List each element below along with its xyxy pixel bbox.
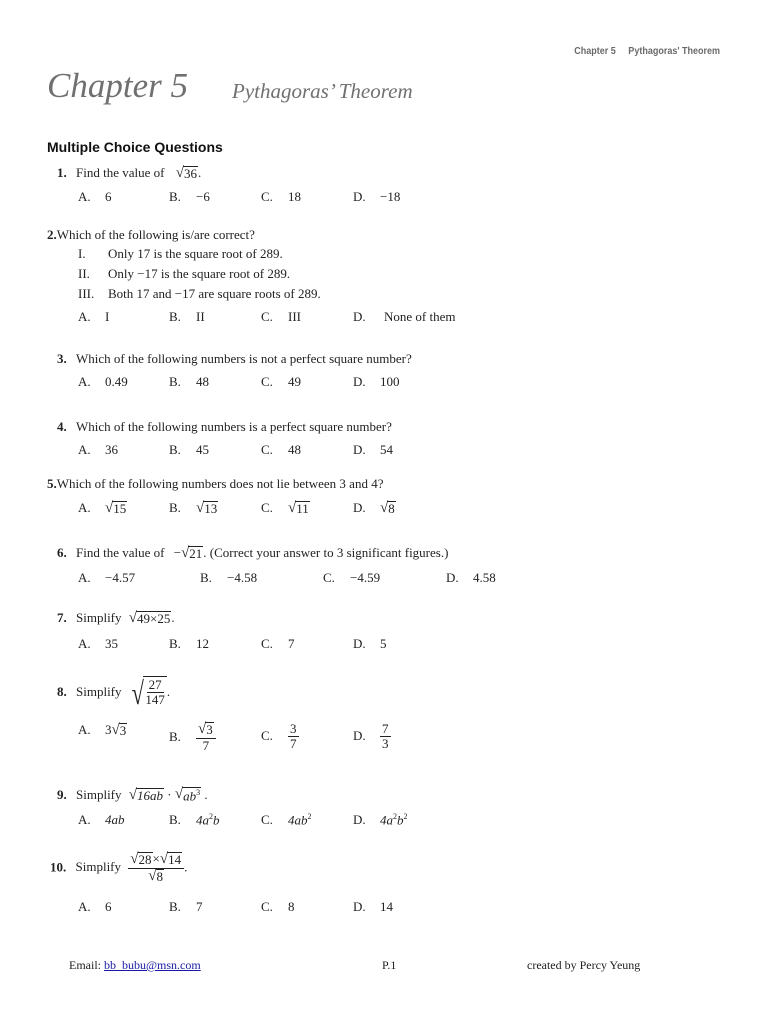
numerator: 27 <box>148 677 162 692</box>
option-b[interactable] <box>169 899 203 915</box>
question-9 <box>57 787 208 805</box>
radical: √ 21 <box>181 545 203 562</box>
footer-credit: created by Percy Yeung <box>527 958 641 972</box>
option-a[interactable] <box>78 570 135 586</box>
question-number: 4. <box>57 419 67 434</box>
option-label: C. <box>261 442 273 457</box>
option-a[interactable] <box>78 374 128 390</box>
question-10 <box>50 852 187 885</box>
option-label: A. <box>78 189 91 204</box>
question-text: Simplify <box>75 859 122 875</box>
option-value: 48 <box>288 442 301 457</box>
option-label: B. <box>169 189 181 204</box>
option-label: B. <box>200 570 212 585</box>
option-d[interactable] <box>353 189 400 205</box>
option-a[interactable] <box>78 812 125 828</box>
option-label: B. <box>169 309 181 324</box>
option-b[interactable] <box>169 442 209 458</box>
radicand: ab <box>183 788 197 804</box>
radicand: 28 <box>138 852 152 868</box>
running-header <box>574 46 720 57</box>
option-value: 48 <box>196 374 209 389</box>
radicand: 21 <box>189 546 203 562</box>
question-5 <box>47 476 383 492</box>
option-d[interactable] <box>446 570 496 586</box>
option-label: D. <box>353 189 366 204</box>
option-label: D. <box>353 636 366 651</box>
question-8 <box>57 676 170 710</box>
question-1 <box>57 165 201 182</box>
option-c[interactable] <box>261 189 301 205</box>
option-value: 54 <box>380 442 393 457</box>
option-d[interactable] <box>353 374 400 390</box>
option-value: II <box>196 309 205 324</box>
chapter-title: Chapter 5 <box>47 66 188 105</box>
question-number: 10. <box>50 859 67 875</box>
option-c[interactable] <box>261 500 310 517</box>
radicand: 8 <box>156 869 164 885</box>
option-b[interactable] <box>169 189 210 205</box>
option-d[interactable] <box>353 442 393 458</box>
punct: . <box>166 683 171 699</box>
denominator: 7 <box>202 737 210 753</box>
option-c[interactable] <box>261 812 312 828</box>
running-header-topic: Pythagoras' Theorem <box>628 46 720 57</box>
option-label: B. <box>169 500 181 515</box>
option-value: 5 <box>380 636 387 651</box>
option-value: 49 <box>288 374 301 389</box>
option-d[interactable] <box>353 722 391 752</box>
option-value: 8 <box>288 899 295 914</box>
radical: √ 36 <box>175 165 197 182</box>
option-value: −4.59 <box>350 570 381 585</box>
option-label: D. <box>353 500 366 515</box>
option-value: 4a <box>380 812 393 828</box>
option-value: −18 <box>380 189 401 204</box>
radicand: 3 <box>206 722 213 738</box>
minus-sign: − <box>173 545 182 560</box>
punct: . <box>204 787 208 802</box>
option-label: A. <box>78 899 91 914</box>
option-label: D. <box>353 442 366 457</box>
option-value: III <box>288 309 301 324</box>
times-operator: × <box>152 851 160 866</box>
option-label: D. <box>353 812 366 828</box>
radicand: 8 <box>388 501 395 517</box>
option-label: A. <box>78 722 91 737</box>
exponent: 2 <box>209 812 213 821</box>
radicand: 14 <box>168 852 182 868</box>
option-a[interactable] <box>78 722 127 739</box>
option-label: C. <box>261 899 273 914</box>
chapter-subtitle: Pythagoras’ Theorem <box>232 79 413 103</box>
option-label: C. <box>261 500 273 515</box>
option-d[interactable] <box>353 636 387 652</box>
option-value: 35 <box>105 636 118 651</box>
option-value: 12 <box>196 636 209 651</box>
option-label: C. <box>261 812 273 828</box>
fraction <box>288 722 299 752</box>
option-label: B. <box>169 374 181 389</box>
option-label: C. <box>261 189 273 204</box>
option-c[interactable] <box>261 636 295 652</box>
option-b[interactable] <box>200 570 257 586</box>
radical: √ $\frac{27}{147}$ <box>131 675 165 711</box>
radical: √ 14 <box>159 851 182 868</box>
option-label: A. <box>78 442 91 457</box>
option-label: C. <box>261 727 273 743</box>
email-link[interactable]: bb_bubu@msn.com <box>104 958 201 972</box>
option-value: 6 <box>105 899 112 914</box>
option-label: D. <box>353 309 366 324</box>
option-c[interactable] <box>261 442 301 458</box>
fraction <box>128 852 184 885</box>
statement-roman: III. <box>78 286 95 301</box>
radical: √ 13 <box>196 500 218 517</box>
punct: . <box>197 165 202 180</box>
exponent: 3 <box>196 788 201 798</box>
email-label: Email: <box>69 958 101 972</box>
option-a[interactable] <box>78 636 118 652</box>
radicand: 3 <box>119 723 127 739</box>
statement-2 <box>78 266 290 282</box>
option-value: 14 <box>380 899 393 914</box>
radical: √ 11 <box>288 500 309 517</box>
denominator: 147 <box>145 692 165 708</box>
option-value: b <box>213 812 220 828</box>
option-value: I <box>105 309 110 324</box>
option-label: B. <box>169 728 181 744</box>
option-value: 7 <box>288 636 295 651</box>
radicand: 11 <box>296 501 309 517</box>
option-value: 4.58 <box>473 570 496 585</box>
option-value: 4ab <box>105 812 125 827</box>
option-label: B. <box>169 899 181 914</box>
question-text: Which of the following numbers does not lie between 3 and 4? <box>56 476 384 491</box>
question-text: Find the value of <box>76 545 165 560</box>
question-number: 9. <box>57 787 67 802</box>
radical: √ 28 <box>130 851 152 868</box>
option-label: D. <box>446 570 459 585</box>
option-b[interactable] <box>169 309 205 325</box>
option-value: 4a <box>196 812 209 828</box>
question-6 <box>57 545 448 562</box>
option-value: b <box>397 812 404 828</box>
option-value: −6 <box>196 189 210 204</box>
option-a[interactable] <box>78 899 112 915</box>
fraction <box>380 722 391 752</box>
statement-roman: II. <box>78 266 90 281</box>
radical: √ 3 <box>198 721 213 738</box>
option-label: C. <box>323 570 335 585</box>
radicand: 15 <box>113 501 127 517</box>
statement-text: Only −17 is the square root of 289. <box>108 266 291 281</box>
radicand: 16ab <box>137 788 163 804</box>
option-a[interactable] <box>78 309 109 325</box>
radical: √ 15 <box>105 500 127 517</box>
option-a[interactable] <box>78 442 118 458</box>
option-value: −4.57 <box>105 570 136 585</box>
option-label: D. <box>353 727 366 743</box>
option-c[interactable] <box>261 374 301 390</box>
question-number: 8. <box>57 683 67 699</box>
option-b[interactable] <box>169 636 209 652</box>
option-value: 7 <box>196 899 203 914</box>
option-c[interactable] <box>261 899 295 915</box>
option-value: 45 <box>196 442 209 457</box>
exponent: 2 <box>403 812 408 821</box>
numerator: 7 <box>382 721 389 736</box>
option-value: 6 <box>105 189 112 204</box>
question-text: Find the value of <box>76 165 165 180</box>
statement-text: Both 17 and −17 are square roots of 289. <box>108 286 321 301</box>
punct: . <box>171 610 175 625</box>
radical: √ $ab^3$ <box>174 786 201 804</box>
option-d[interactable] <box>353 812 408 828</box>
question-text: Which of the following is/are correct? <box>56 227 255 242</box>
question-text: Simplify <box>76 610 122 625</box>
option-b[interactable] <box>169 374 209 390</box>
option-label: C. <box>261 374 273 389</box>
option-label: B. <box>169 636 181 651</box>
question-text: Which of the following numbers is a perfect square number? <box>76 419 392 434</box>
option-c[interactable] <box>261 722 299 752</box>
radical: √ 8 <box>148 868 164 885</box>
question-text: Which of the following numbers is not a perfect square number? <box>76 351 412 366</box>
statement-3 <box>78 286 321 302</box>
exponent: 2 <box>393 812 397 821</box>
fraction <box>196 722 216 753</box>
option-label: A. <box>78 374 91 389</box>
question-2 <box>47 227 255 243</box>
question-3 <box>57 351 412 367</box>
option-c[interactable] <box>261 309 301 325</box>
page-number: P.1 <box>382 958 397 972</box>
denominator: 7 <box>290 736 297 752</box>
question-7 <box>57 610 175 627</box>
option-value: 36 <box>105 442 118 457</box>
denominator: 3 <box>382 736 389 752</box>
option-value: −4.58 <box>227 570 258 585</box>
option-d[interactable] <box>353 500 396 517</box>
radicand: 13 <box>204 501 218 517</box>
dot-operator: · <box>167 787 172 802</box>
option-b[interactable] <box>169 812 220 828</box>
question-text-tail: . (Correct your answer to 3 significant figures.) <box>203 545 449 560</box>
question-number: 6. <box>57 545 67 560</box>
option-label: C. <box>261 309 273 324</box>
fraction <box>143 678 167 708</box>
question-4 <box>57 419 392 435</box>
question-text: Simplify <box>76 787 122 802</box>
running-header-chapter: Chapter 5 <box>574 46 616 57</box>
numerator: 3 <box>290 721 297 736</box>
option-label: A. <box>78 636 91 651</box>
radical: √ 49×25 <box>128 610 171 627</box>
option-label: D. <box>353 374 366 389</box>
option-label: A. <box>78 500 91 515</box>
section-heading: Multiple Choice Questions <box>47 139 223 155</box>
option-d[interactable] <box>353 899 393 915</box>
punct: . <box>184 859 188 875</box>
question-number: 1. <box>57 165 67 180</box>
option-b[interactable] <box>169 722 216 753</box>
option-label: A. <box>78 812 91 827</box>
statement-text: Only 17 is the square root of 289. <box>108 246 283 261</box>
option-value: 18 <box>288 189 301 204</box>
option-d[interactable] <box>353 309 455 325</box>
option-b[interactable] <box>169 500 218 517</box>
option-value: 0.49 <box>105 374 128 389</box>
option-label: A. <box>78 309 91 324</box>
question-number: 3. <box>57 351 67 366</box>
statement-1 <box>78 246 283 262</box>
option-label: C. <box>261 636 273 651</box>
question-number: 5. <box>47 476 57 491</box>
option-label: B. <box>169 442 181 457</box>
option-label: D. <box>353 899 366 914</box>
option-label: B. <box>169 812 181 828</box>
option-a[interactable] <box>78 500 127 517</box>
radical: √ 8 <box>380 500 395 517</box>
radical: √ 3 <box>111 722 127 739</box>
question-number: 2. <box>47 227 57 242</box>
option-label: A. <box>78 570 91 585</box>
option-c[interactable] <box>323 570 380 586</box>
statement-roman: I. <box>78 246 86 261</box>
option-value: None of them <box>384 309 456 324</box>
option-value: 100 <box>380 374 400 389</box>
question-text: Simplify <box>76 683 122 699</box>
footer-email <box>69 958 201 973</box>
coefficient: 3 <box>105 722 112 737</box>
exponent: 2 <box>307 812 312 821</box>
option-a[interactable] <box>78 189 112 205</box>
question-number: 7. <box>57 610 67 625</box>
radicand: 49×25 <box>137 611 171 627</box>
radicand: 36 <box>183 166 197 182</box>
radical: √ 16ab <box>128 787 163 804</box>
option-value: 4ab <box>288 812 308 828</box>
